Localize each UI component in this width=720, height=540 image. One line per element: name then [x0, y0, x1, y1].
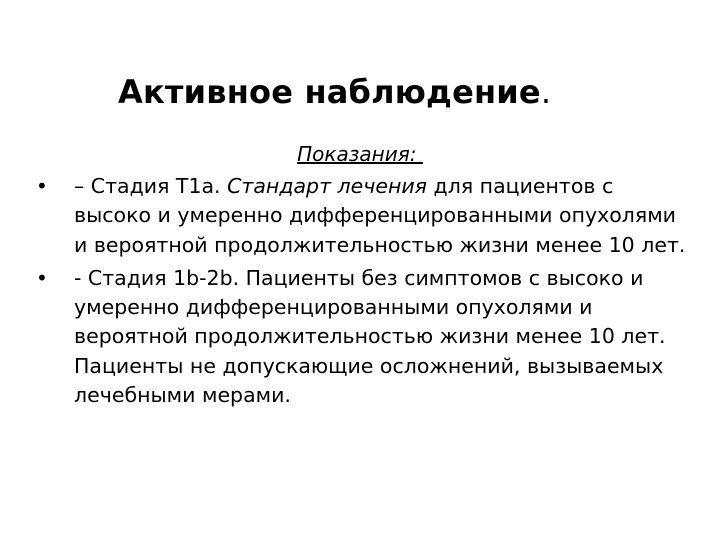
bullet-item	[36, 264, 686, 410]
bullet-mark: •	[36, 265, 48, 290]
bullet-list	[36, 172, 686, 414]
bullet-prefix: – Стадия Т1а.	[74, 174, 228, 198]
slide-title-dot: .	[540, 73, 552, 111]
bullet-text: - Стадия 1b-2b. Пациенты без симптомов с высоко и умеренно дифференцированными опухолями и вероятной продолжительностью жизни менее 10 лет. Пациенты не допускающие осложнений, вызываемых лечебными мерами.	[74, 265, 666, 408]
slide-subtitle: Показания:	[297, 142, 423, 166]
slide-title-text: Активное наблюдение	[118, 73, 541, 111]
bullet-item	[36, 172, 686, 260]
bullet-emphasis: Стандарт лечения	[227, 174, 428, 198]
slide-title	[118, 68, 551, 116]
bullet-text: для пациентов с высоко и умеренно дифференцированными опухолями и вероятной продолжительностью жизни менее 10 лет.	[74, 174, 686, 257]
bullet-mark: •	[36, 174, 48, 198]
